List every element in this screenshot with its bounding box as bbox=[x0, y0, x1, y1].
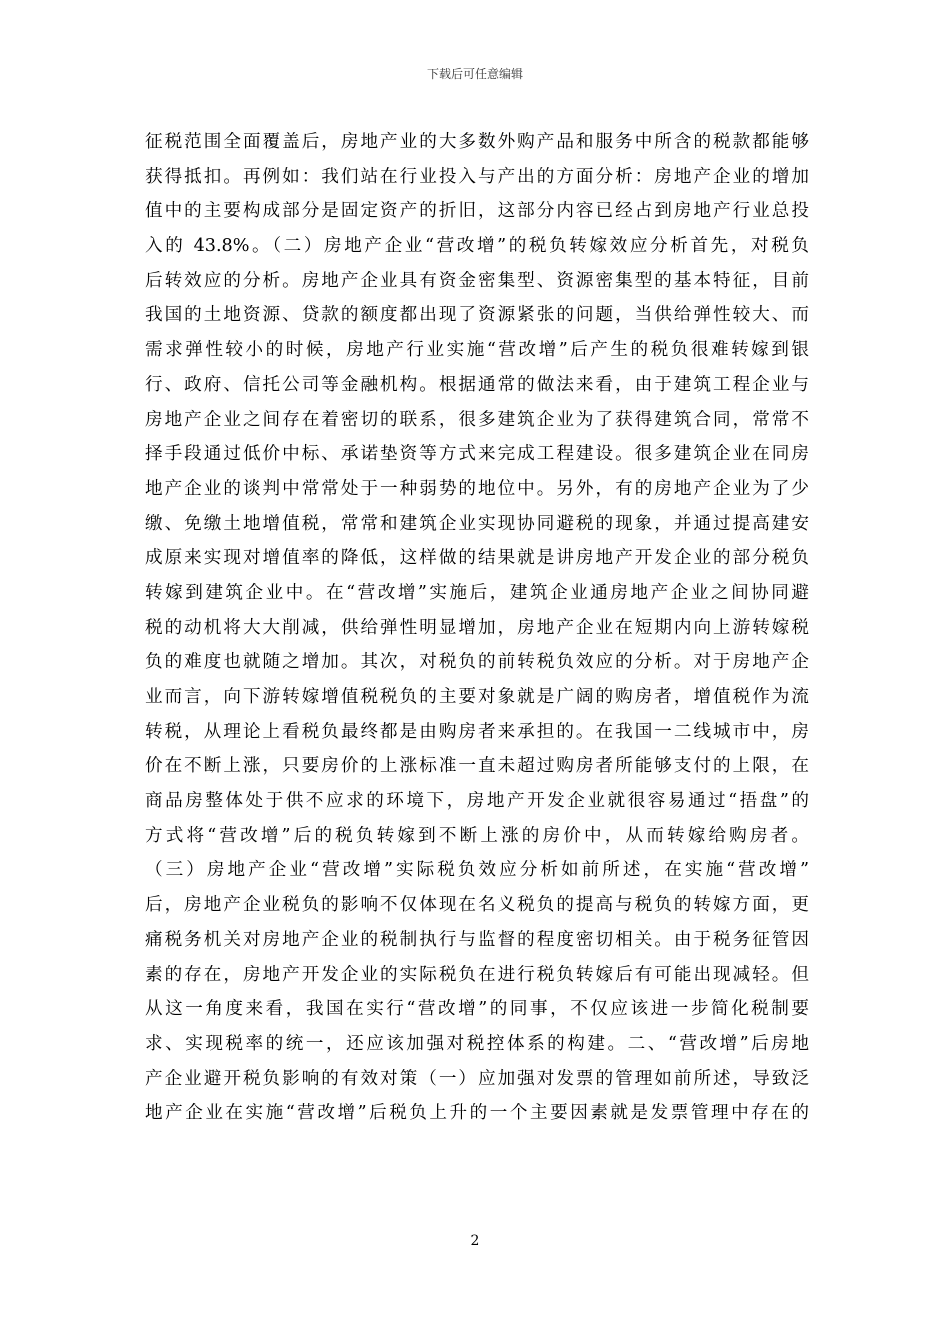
text-line: 择手段通过低价中标、承诺垫资等方式来完成工程建设。很多建筑企业在同房 bbox=[145, 444, 809, 465]
text-line: 求、实现税率的统一，还应该加强对税控体系的构建。二、“营改增”后房地 bbox=[145, 1033, 809, 1054]
text-line: （三）房地产企业“营改增”实际税负效应分析如前所述，在实施“营改增” bbox=[145, 860, 809, 881]
text-line: 痛税务机关对房地产企业的税制执行与监督的程度密切相关。由于税务征管因 bbox=[145, 929, 809, 950]
text-line: 从这一角度来看，我国在实行“营改增”的同事，不仅应该进一步简化税制要 bbox=[145, 999, 809, 1020]
text-line: 素的存在，房地产开发企业的实际税负在进行税负转嫁后有可能出现减轻。但 bbox=[145, 964, 809, 985]
text-line: 地产企业在实施“营改增”后税负上升的一个主要因素就是发票管理中存在的 bbox=[145, 1103, 809, 1124]
text-line: 方式将“营改增”后的税负转嫁到不断上涨的房价中，从而转嫁给购房者。 bbox=[145, 825, 809, 846]
text-line: 地产企业的谈判中常常处于一种弱势的地位中。另外，有的房地产企业为了少 bbox=[145, 478, 809, 499]
text-line: 征税范围全面覆盖后，房地产业的大多数外购产品和服务中所含的税款都能够 bbox=[145, 132, 809, 152]
body-text bbox=[145, 125, 809, 1131]
text-line: 价在不断上涨，只要房价的上涨标准一直未超过购房者所能够支付的上限，在 bbox=[145, 756, 809, 777]
text-line: 负的难度也就随之增加。其次，对税负的前转税负效应的分析。对于房地产企 bbox=[145, 652, 809, 673]
text-line: 税的动机将大大削减，供给弹性明显增加，房地产企业在短期内向上游转嫁税 bbox=[145, 617, 809, 638]
text-line: 业而言，向下游转嫁增值税税负的主要对象就是广阔的购房者，增值税作为流 bbox=[145, 687, 809, 707]
text-line: 房地产企业之间存在着密切的联系，很多建筑企业为了获得建筑合同，常常不 bbox=[145, 409, 809, 430]
text-line: 入的 43.8%。（二）房地产企业“营改增”的税负转嫁效应分析首先，对税负 bbox=[145, 236, 809, 257]
text-line: 转税，从理论上看税负最终都是由购房者来承担的。在我国一二线城市中，房 bbox=[145, 721, 809, 742]
text-line: 后，房地产企业税负的影响不仅体现在名义税负的提高与税负的转嫁方面，更 bbox=[145, 895, 809, 916]
text-line: 需求弹性较小的时候，房地产行业实施“营改增”后产生的税负很难转嫁到银 bbox=[145, 340, 809, 361]
text-line: 成原来实现对增值率的降低，这样做的结果就是讲房地产开发企业的部分税负 bbox=[145, 548, 809, 569]
text-line: 转嫁到建筑企业中。在“营改增”实施后，建筑企业通房地产企业之间协同避 bbox=[145, 582, 809, 603]
text-line: 后转效应的分析。房地产企业具有资金密集型、资源密集型的基本特征，目前 bbox=[145, 270, 809, 291]
text-line: 缴、免缴土地增值税，常常和建筑企业实现协同避税的现象，并通过提高建安 bbox=[145, 513, 809, 534]
page-header: 下载后可任意编辑 bbox=[426, 67, 523, 81]
text-line: 获得抵扣。再例如：我们站在行业投入与产出的方面分析：房地产企业的增加 bbox=[145, 166, 809, 187]
text-line: 我国的土地资源、贷款的额度都出现了资源紧张的问题，当供给弹性较大、而 bbox=[145, 305, 809, 326]
text-line: 行、政府、信托公司等金融机构。根据通常的做法来看，由于建筑工程企业与 bbox=[145, 374, 809, 395]
text-line: 产企业避开税负影响的有效对策（一）应加强对发票的管理如前所述，导致泛 bbox=[145, 1068, 809, 1089]
text-line: 商品房整体处于供不应求的环境下，房地产开发企业就很容易通过“捂盘”的 bbox=[145, 791, 809, 812]
text-line: 值中的主要构成部分是固定资产的折旧，这部分内容已经占到房地产行业总投 bbox=[145, 201, 809, 222]
page-number: 2 bbox=[470, 1233, 480, 1249]
